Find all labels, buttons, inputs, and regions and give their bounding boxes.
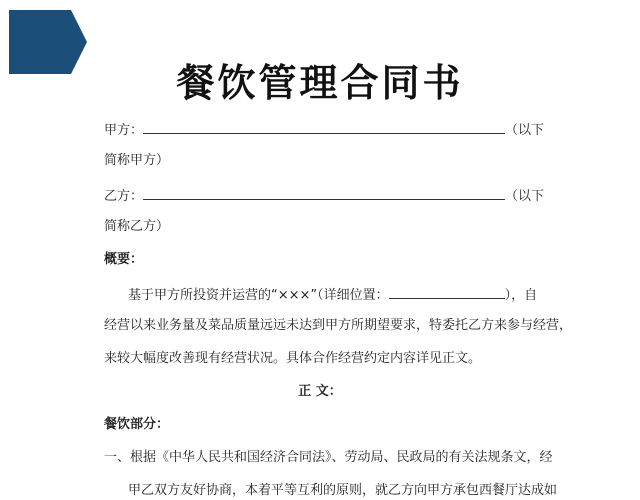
document-title: 餐饮管理合同书 <box>176 61 464 105</box>
catering-section-heading: 餐饮部分： <box>104 417 170 432</box>
clause-1-line-2: 甲乙双方友好协商，本着平等互利的原则，就乙方向甲方承包西餐厅达成如 <box>128 483 558 498</box>
party-a-suffix: （以下 <box>505 123 545 138</box>
party-a-line <box>104 120 544 139</box>
overview-line-1-prefix: 基于甲方所投资并运营的“×××”（详细位置： <box>128 288 389 303</box>
clause-1-line-1: 一、根据《中华人民共和国经济合同法》、劳动局、民政局的有关法规条文，经 <box>104 450 553 465</box>
body-heading: 正 文： <box>298 384 342 399</box>
overview-line-1-suffix: ），自 <box>504 288 538 303</box>
overview-line-3: 来较大幅度改善现有经营状况。具体合作经营约定内容详见正文。 <box>104 351 482 366</box>
party-b-continuation: 简称乙方） <box>104 219 170 234</box>
party-a-name-blank <box>143 120 505 134</box>
party-a-continuation: 简称甲方） <box>104 153 170 168</box>
overview-line-1 <box>128 285 537 304</box>
party-b-suffix: （以下 <box>505 189 545 204</box>
overview-heading: 概要： <box>104 252 144 267</box>
party-b-line <box>104 186 544 205</box>
location-blank <box>389 285 505 299</box>
overview-line-2: 经营以来业务量及菜品质量远远未达到甲方所期望要求，特委托乙方来参与经营， <box>104 318 573 333</box>
party-b-label: 乙方： <box>104 189 144 204</box>
party-a-label: 甲方： <box>104 123 144 138</box>
party-b-name-blank <box>143 186 505 200</box>
